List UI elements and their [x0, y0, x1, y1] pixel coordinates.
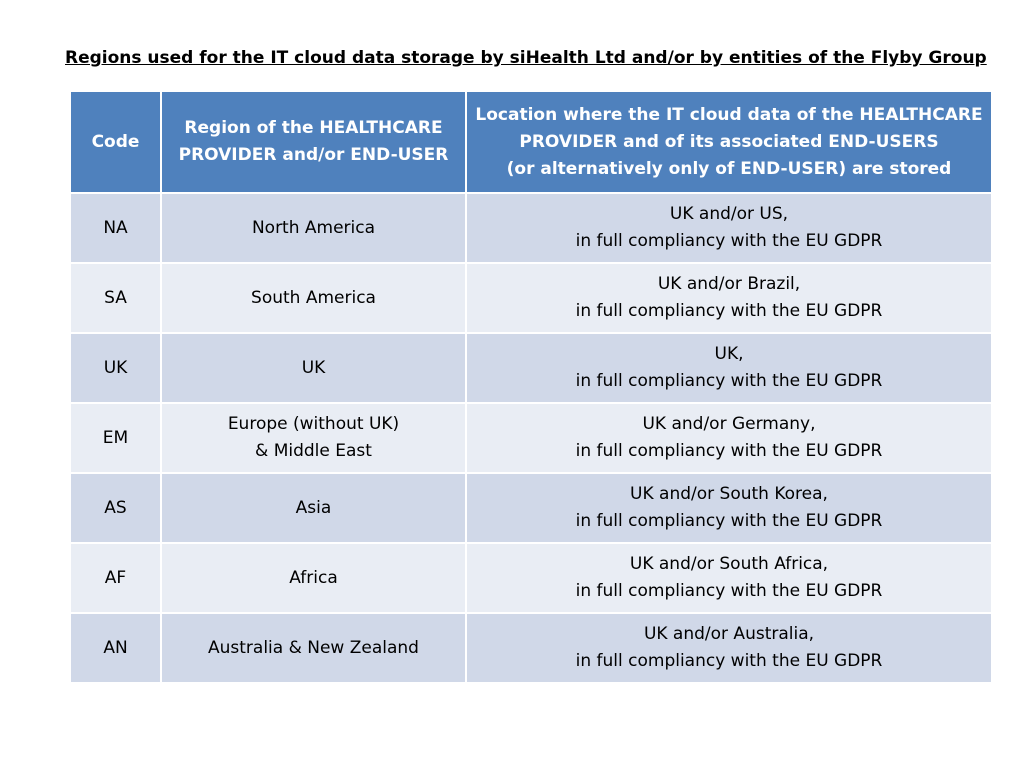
code-text: EM: [102, 427, 129, 448]
table-row: [70, 613, 992, 683]
page-title: Regions used for the IT cloud data storage by siHealth Ltd and/or by entities of the Flyby Group: [65, 48, 987, 68]
header-line: Location where the IT cloud data of the HEALTHCARE: [475, 104, 983, 125]
table-row: [70, 403, 992, 473]
location-text: UK and/or Australia,: [643, 624, 815, 644]
location-text: UK and/or Germany,: [642, 414, 816, 434]
header-line: (or alternatively only of END-USER) are stored: [506, 158, 952, 179]
region-text: Europe (without UK): [227, 414, 400, 434]
header-region: [161, 91, 466, 193]
cell-location: [466, 543, 992, 613]
location-text: UK,: [714, 344, 744, 364]
cell-region: [161, 193, 466, 263]
region-text: UK: [301, 357, 326, 378]
cell-location: [466, 473, 992, 543]
location-text: in full compliancy with the EU GDPR: [575, 231, 883, 251]
code-text: UK: [103, 357, 128, 378]
table-row: [70, 543, 992, 613]
location-text: in full compliancy with the EU GDPR: [575, 441, 883, 461]
region-text: North America: [251, 217, 376, 238]
table-row: [70, 193, 992, 263]
header-line: PROVIDER and/or END-USER: [178, 145, 449, 165]
cell-code: [70, 333, 161, 403]
header-location: [466, 91, 992, 193]
code-text: SA: [104, 287, 127, 308]
location-text: in full compliancy with the EU GDPR: [575, 371, 883, 391]
region-text: & Middle East: [255, 441, 372, 461]
cell-code: [70, 403, 161, 473]
cell-region: [161, 473, 466, 543]
table-row: [70, 333, 992, 403]
header-code: [70, 91, 161, 193]
region-text: Australia & New Zealand: [208, 637, 419, 658]
cell-code: [70, 473, 161, 543]
table-body: [70, 193, 992, 683]
cell-region: [161, 333, 466, 403]
cell-region: [161, 263, 466, 333]
cell-code: [70, 193, 161, 263]
location-text: in full compliancy with the EU GDPR: [575, 581, 883, 601]
cell-location: [466, 403, 992, 473]
cell-location: [466, 613, 992, 683]
location-text: UK and/or Brazil,: [657, 274, 801, 294]
location-text: in full compliancy with the EU GDPR: [575, 651, 883, 671]
code-text: AS: [104, 497, 127, 518]
cell-code: [70, 543, 161, 613]
code-text: AF: [104, 567, 127, 588]
cell-code: [70, 263, 161, 333]
cell-location: [466, 333, 992, 403]
location-text: in full compliancy with the EU GDPR: [575, 301, 883, 321]
cell-location: [466, 263, 992, 333]
table-row: [70, 473, 992, 543]
header-line: Code: [91, 131, 140, 152]
cell-code: [70, 613, 161, 683]
cell-region: [161, 403, 466, 473]
location-text: UK and/or South Africa,: [629, 554, 829, 574]
cell-location: [466, 193, 992, 263]
location-text: UK and/or US,: [669, 204, 789, 224]
code-text: NA: [103, 217, 128, 238]
region-text: Africa: [289, 567, 338, 588]
location-text: UK and/or South Korea,: [630, 484, 828, 504]
table-row: [70, 263, 992, 333]
cell-region: [161, 543, 466, 613]
region-text: South America: [251, 287, 376, 308]
header-line: PROVIDER and of its associated END-USERS: [519, 131, 939, 152]
region-text: Asia: [295, 497, 332, 518]
code-text: AN: [103, 637, 128, 658]
regions-table: [69, 90, 993, 684]
table-header-row: [70, 91, 992, 193]
header-line: Region of the HEALTHCARE: [184, 118, 443, 138]
cell-region: [161, 613, 466, 683]
location-text: in full compliancy with the EU GDPR: [575, 511, 883, 531]
